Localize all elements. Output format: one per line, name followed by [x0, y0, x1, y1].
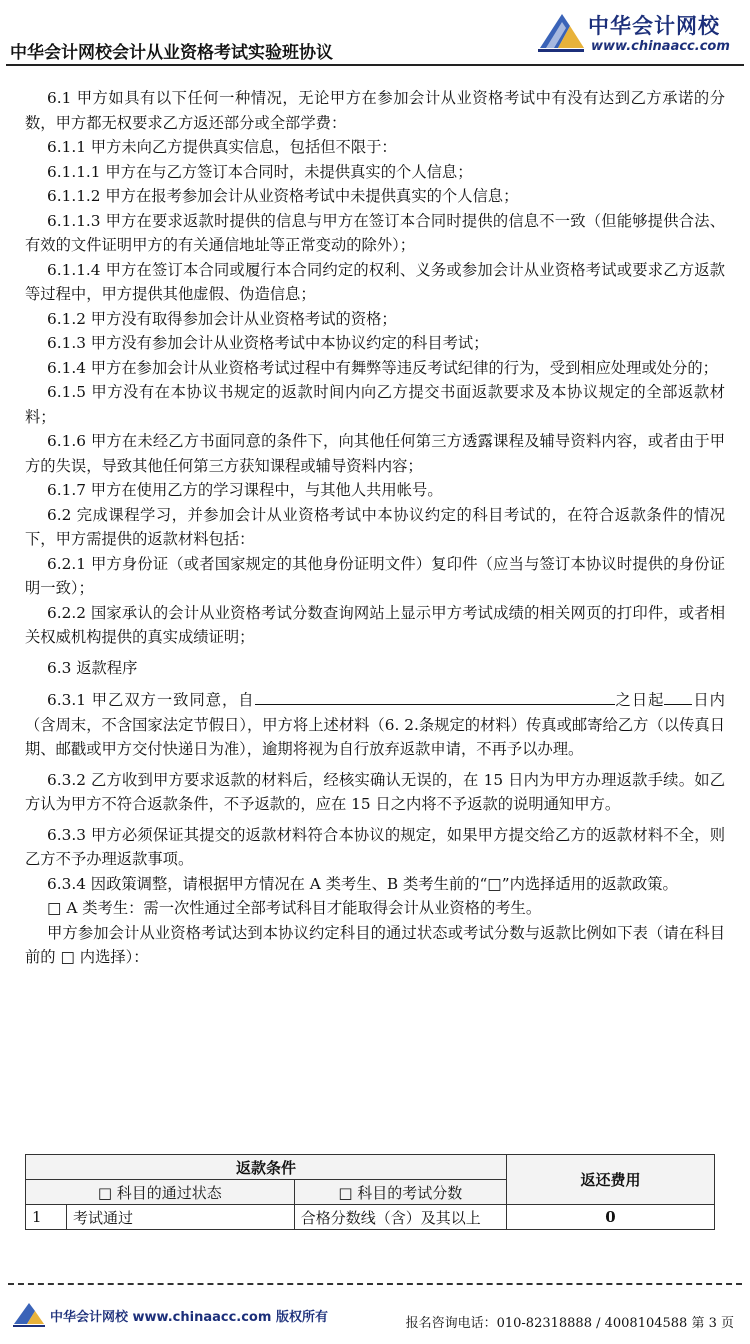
row-number: 1 [26, 1205, 67, 1230]
clause-6-1-5: 6.1.5 甲方没有在本协议书规定的返款时间内向乙方提交书面返款要求及本协议规定的全部返款材料； [25, 383, 725, 426]
logo-name: 中华会计网校 [588, 14, 720, 38]
clause-6-3-1-start: 6.3.1 甲乙双方一致同意，自 [47, 691, 255, 709]
footer-divider [8, 1283, 742, 1285]
row-refund: 0 [507, 1205, 715, 1230]
footer-copyright: 中华会计网校 www.chinaacc.com 版权所有 [50, 1310, 328, 1325]
clause-6-2: 6.2 完成课程学习，并参加会计从业资格考试中本协议约定的科目考试的，在符合返款条件的情况下，甲方需提供的返款材料包括： [25, 505, 725, 548]
clause-6-2-1: 6.2.1 甲方身份证（或者国家规定的其他身份证明文件）复印件（应当与签订本协议时提供的身份证明一致）； [25, 554, 725, 597]
header-divider [6, 64, 744, 66]
footer-contact: 报名咨询电话：010-82318888 / 4008104588 第 3 页 [405, 1316, 734, 1331]
document-title: 中华会计网校会计从业资格考试实验班协议 [10, 43, 333, 63]
logo-url[interactable]: www.chinaacc.com [591, 39, 730, 54]
clause-6-1-1-2: 6.1.1.2 甲方在报考参加会计从业资格考试中未提供真实的个人信息； [47, 187, 519, 205]
clause-6-1-1: 6.1.1 甲方未向乙方提供真实信息，包括但不限于： [47, 138, 397, 156]
clause-6-1-1-4: 6.1.1.4 甲方在签订本合同或履行本合同约定的权利、义务或参加会计从业资格考试或要求乙方返款等过程中，甲方提供其他虚假、伪造信息； [25, 260, 725, 303]
date-blank-field[interactable] [255, 686, 615, 705]
clause-6-1-6: 6.1.6 甲方在未经乙方书面同意的条件下，向其他任何第三方透露课程及辅导资料内容，或者由于甲方的失误，导致其他任何第三方获知课程或辅导资料内容； [25, 432, 725, 475]
clause-6-1-7: 6.1.7 甲方在使用乙方的学习课程中，与其他人共用帐号。 [47, 481, 443, 499]
clause-6-3-1-mid: 之日起 [614, 691, 665, 709]
table-header-row [26, 1155, 715, 1180]
condition-header: 返款条件 [26, 1155, 507, 1180]
days-blank-field[interactable] [664, 686, 692, 705]
table-intro: 甲方参加会计从业资格考试达到本协议约定科目的通过状态或考试分数与返款比例如下表（请在科目前的 □ 内选择）： [25, 923, 725, 966]
clause-6-3-1-end: 日内（含周末，不含国家法定节假日），甲方将上述材料（6. 2.条规定的材料）传真或邮寄给乙方（以传真日期、邮戳或甲方交付快递日为准），逾期将视为自行放弃返款申请，不再予以办理。 [25, 691, 725, 758]
clause-6-1-3: 6.1.3 甲方没有参加会计从业资格考试中本协议约定的科目考试； [47, 334, 489, 352]
footer-logo-icon [12, 1300, 46, 1328]
clause-6-2-2: 6.2.2 国家承认的会计从业资格考试分数查询网站上显示甲方考试成绩的相关网页的打印件，或者相关权威机构提供的真实成绩证明； [25, 603, 725, 646]
clause-6-1-1-1: 6.1.1.1 甲方在与乙方签订本合同时，未提供真实的个人信息； [47, 162, 473, 181]
table-row [26, 1205, 715, 1230]
logo-mark-icon [536, 8, 586, 54]
clause-6-1-4: 6.1.4 甲方在参加会计从业资格考试过程中有舞弊等违反考试纪律的行为，受到相应处理或处分的； [47, 358, 718, 377]
refund-header: 返还费用 [507, 1155, 715, 1205]
clause-6-3-2: 6.3.2 乙方收到甲方要求返款的材料后，经核实确认无误的，在 15 日内为甲方办理返款手续。如乙方认为甲方不符合返款条件，不予返款的，应在 15 日之内将不予返款的说明通知甲方。 [25, 770, 725, 813]
agreement-body [25, 86, 725, 970]
clause-6-1-1-3: 6.1.1.3 甲方在要求返款时提供的信息与甲方在签订本合同时提供的信息不一致（但能够提供合法、有效的文件证明甲方的有关通信地址等正常变动的除外）； [25, 211, 725, 254]
clause-6-3-1 [25, 686, 725, 762]
clause-6-3: 6.3 返款程序 [47, 658, 138, 677]
score-column-header[interactable]: □ 科目的考试分数 [294, 1180, 506, 1205]
page-header [0, 0, 750, 70]
row-status: 考试通过 [67, 1205, 295, 1230]
page-footer [0, 1296, 750, 1336]
refund-table [25, 1154, 715, 1230]
site-logo[interactable] [536, 6, 741, 56]
status-column-header[interactable]: □ 科目的通过状态 [26, 1180, 295, 1205]
clause-6-3-3: 6.3.3 甲方必须保证其提交的返款材料符合本协议的规定，如果甲方提交给乙方的返款材料不全，则乙方不予办理返款事项。 [25, 825, 725, 868]
option-a-class-candidate[interactable]: □ A 类考生：需一次性通过全部考试科目才能取得会计从业资格的考生。 [47, 899, 542, 917]
row-score: 合格分数线（含）及其以上 [294, 1205, 506, 1230]
clause-6-3-4: 6.3.4 因政策调整，请根据甲方情况在 A 类考生、B 类考生前的“□”内选择适用的返款政策。 [47, 874, 678, 893]
clause-6-1: 6.1 甲方如具有以下任何一种情况，无论甲方在参加会计从业资格考试中有没有达到乙方承诺的分数，甲方都无权要求乙方返还部分或全部学费： [25, 89, 725, 132]
clause-6-1-2: 6.1.2 甲方没有取得参加会计从业资格考试的资格； [47, 309, 397, 328]
